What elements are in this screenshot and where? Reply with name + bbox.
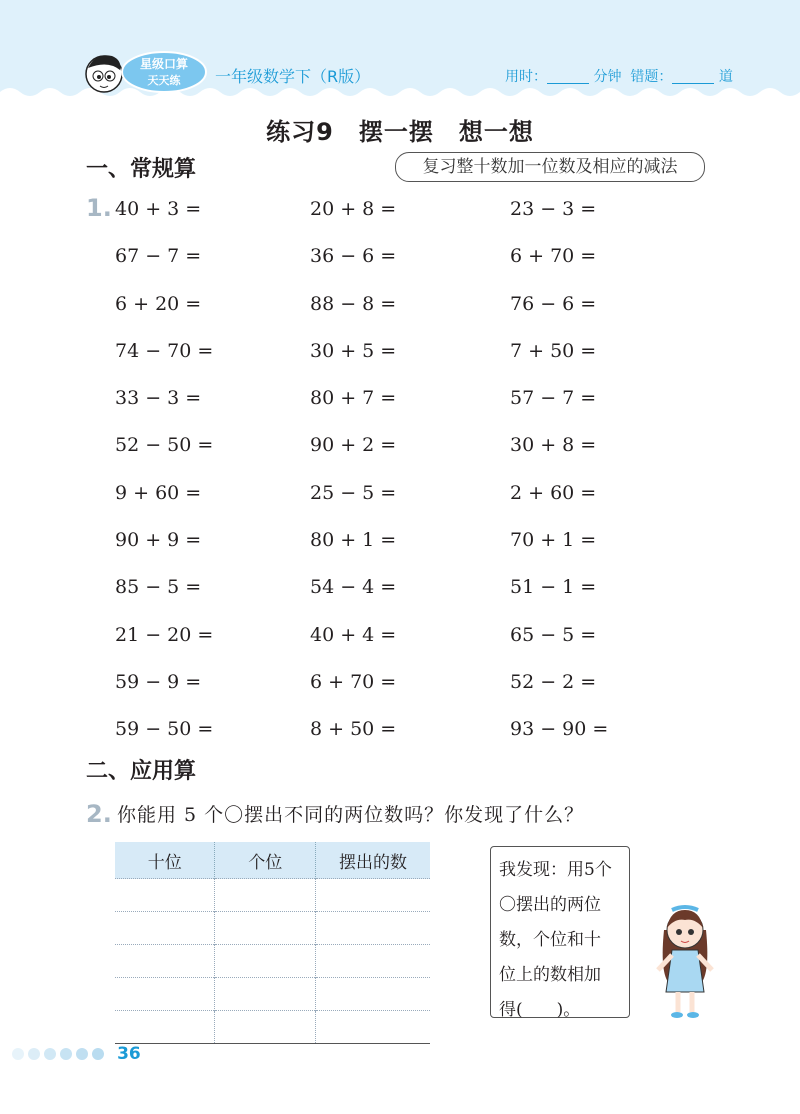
- table-cell[interactable]: [115, 1011, 215, 1044]
- arithmetic-problem[interactable]: 2 + 60 =: [510, 481, 597, 504]
- arithmetic-problem[interactable]: 80 + 7 =: [310, 387, 397, 410]
- arithmetic-problem[interactable]: 33 − 3 =: [115, 387, 202, 410]
- question1-number: 1.: [86, 194, 112, 222]
- table-row: [115, 912, 430, 945]
- table-row: [115, 1011, 430, 1044]
- table-cell[interactable]: [315, 912, 430, 945]
- problem-row: [115, 430, 635, 477]
- question2-number: 2.: [86, 800, 112, 828]
- arithmetic-problem[interactable]: 9 + 60 =: [115, 481, 202, 504]
- arithmetic-problem[interactable]: 90 + 2 =: [310, 434, 397, 457]
- page-number: 36: [117, 1043, 141, 1064]
- table-cell[interactable]: [115, 879, 215, 912]
- decor-dot: [92, 1048, 104, 1060]
- col-number: 摆出的数: [315, 842, 430, 879]
- problem-row: [115, 383, 635, 430]
- page-header: [0, 0, 800, 96]
- finding-line: 数，个位和十: [499, 930, 601, 950]
- arithmetic-problem[interactable]: 90 + 9 =: [115, 529, 202, 552]
- problem-row: [115, 241, 635, 288]
- arithmetic-problem[interactable]: 25 − 5 =: [310, 481, 397, 504]
- problem-row: [115, 194, 635, 241]
- finding-box: [490, 846, 630, 1018]
- arithmetic-problem[interactable]: 52 − 2 =: [510, 670, 597, 693]
- arithmetic-problem[interactable]: 59 − 50 =: [115, 718, 214, 741]
- arithmetic-problem[interactable]: 21 − 20 =: [115, 623, 214, 646]
- problems-grid: [115, 194, 635, 762]
- table-cell[interactable]: [115, 978, 215, 1011]
- table-row: [115, 945, 430, 978]
- brand-line2: 天天练: [147, 74, 181, 87]
- grade-label: 一年级数学下（R版）: [215, 67, 371, 86]
- errors-label: 错题：: [630, 69, 673, 85]
- arithmetic-problem[interactable]: 52 − 50 =: [115, 434, 214, 457]
- place-value-table: [115, 842, 430, 1044]
- table-header-row: [115, 842, 430, 879]
- time-label: 用时：: [505, 69, 547, 85]
- table-cell[interactable]: [115, 912, 215, 945]
- table-cell[interactable]: [215, 1011, 315, 1044]
- arithmetic-problem[interactable]: 30 + 5 =: [310, 339, 397, 362]
- arithmetic-problem[interactable]: 74 − 70 =: [115, 339, 214, 362]
- finding-line: 我发现：用5个: [499, 860, 612, 880]
- girl-illustration: [650, 900, 720, 1020]
- decor-dot: [12, 1048, 24, 1060]
- arithmetic-problem[interactable]: 67 − 7 =: [115, 245, 202, 268]
- arithmetic-problem[interactable]: 59 − 9 =: [115, 670, 202, 693]
- arithmetic-problem[interactable]: 65 − 5 =: [510, 623, 597, 646]
- section2-heading: 二、应用算: [86, 759, 197, 784]
- table-cell[interactable]: [215, 978, 315, 1011]
- arithmetic-problem[interactable]: 40 + 4 =: [310, 623, 397, 646]
- table-cell[interactable]: [115, 945, 215, 978]
- arithmetic-problem[interactable]: 40 + 3 =: [115, 198, 202, 220]
- table-cell[interactable]: [315, 978, 430, 1011]
- arithmetic-problem[interactable]: 6 + 20 =: [115, 292, 202, 315]
- col-ones: 个位: [215, 842, 315, 879]
- table-row: [115, 978, 430, 1011]
- arithmetic-problem[interactable]: 30 + 8 =: [510, 434, 597, 457]
- section1-heading: 一、常规算: [86, 157, 197, 182]
- problem-row: [115, 478, 635, 525]
- decor-dot: [76, 1048, 88, 1060]
- arithmetic-problem[interactable]: 20 + 8 =: [310, 198, 397, 220]
- finding-line: 〇摆出的两位: [499, 895, 601, 915]
- table-cell[interactable]: [215, 879, 315, 912]
- arithmetic-problem[interactable]: 6 + 70 =: [510, 245, 597, 268]
- mascot-logo: [78, 46, 208, 96]
- col-tens: 十位: [115, 842, 215, 879]
- arithmetic-problem[interactable]: 23 − 3 =: [510, 198, 597, 220]
- exercise-title: 练习9 摆一摆 想一想: [266, 118, 534, 146]
- table-cell[interactable]: [315, 945, 430, 978]
- arithmetic-problem[interactable]: 76 − 6 =: [510, 292, 597, 315]
- problem-row: [115, 572, 635, 619]
- arithmetic-problem[interactable]: 8 + 50 =: [310, 718, 397, 741]
- finding-line[interactable]: 得( )。: [499, 1000, 581, 1020]
- problem-row: [115, 289, 635, 336]
- brand-line1: 星级口算: [139, 57, 189, 71]
- arithmetic-problem[interactable]: 70 + 1 =: [510, 529, 597, 552]
- arithmetic-problem[interactable]: 85 − 5 =: [115, 576, 202, 599]
- question2-text: 你能用 5 个〇摆出不同的两位数吗？你发现了什么？: [117, 804, 585, 826]
- arithmetic-problem[interactable]: 36 − 6 =: [310, 245, 397, 268]
- count-label: 道: [718, 69, 733, 85]
- decor-dot: [60, 1048, 72, 1060]
- page-footer: [12, 1043, 141, 1064]
- table-cell[interactable]: [315, 879, 430, 912]
- arithmetic-problem[interactable]: 57 − 7 =: [510, 387, 597, 410]
- table-cell[interactable]: [315, 1011, 430, 1044]
- table-cell[interactable]: [215, 912, 315, 945]
- arithmetic-problem[interactable]: 80 + 1 =: [310, 529, 397, 552]
- problem-row: [115, 620, 635, 667]
- arithmetic-problem[interactable]: 93 − 90 =: [510, 718, 609, 741]
- time-error-meta: [505, 66, 733, 86]
- arithmetic-problem[interactable]: 88 − 8 =: [310, 292, 397, 315]
- problem-row: [115, 336, 635, 383]
- table-row: [115, 879, 430, 912]
- errors-blank[interactable]: [672, 71, 714, 84]
- problem-row: [115, 525, 635, 572]
- finding-line: 位上的数相加: [499, 965, 601, 985]
- problem-row: [115, 667, 635, 714]
- decor-dot: [44, 1048, 56, 1060]
- decor-dot: [28, 1048, 40, 1060]
- arithmetic-problem[interactable]: 7 + 50 =: [510, 339, 597, 362]
- arithmetic-problem[interactable]: 54 − 4 =: [310, 576, 397, 599]
- arithmetic-problem[interactable]: 51 − 1 =: [510, 576, 597, 599]
- section1-tag: 复习整十数加一位数及相应的减法: [395, 152, 705, 182]
- time-blank[interactable]: [547, 71, 589, 84]
- minute-label: 分钟: [593, 69, 622, 85]
- table-cell[interactable]: [215, 945, 315, 978]
- arithmetic-problem[interactable]: 6 + 70 =: [310, 670, 397, 693]
